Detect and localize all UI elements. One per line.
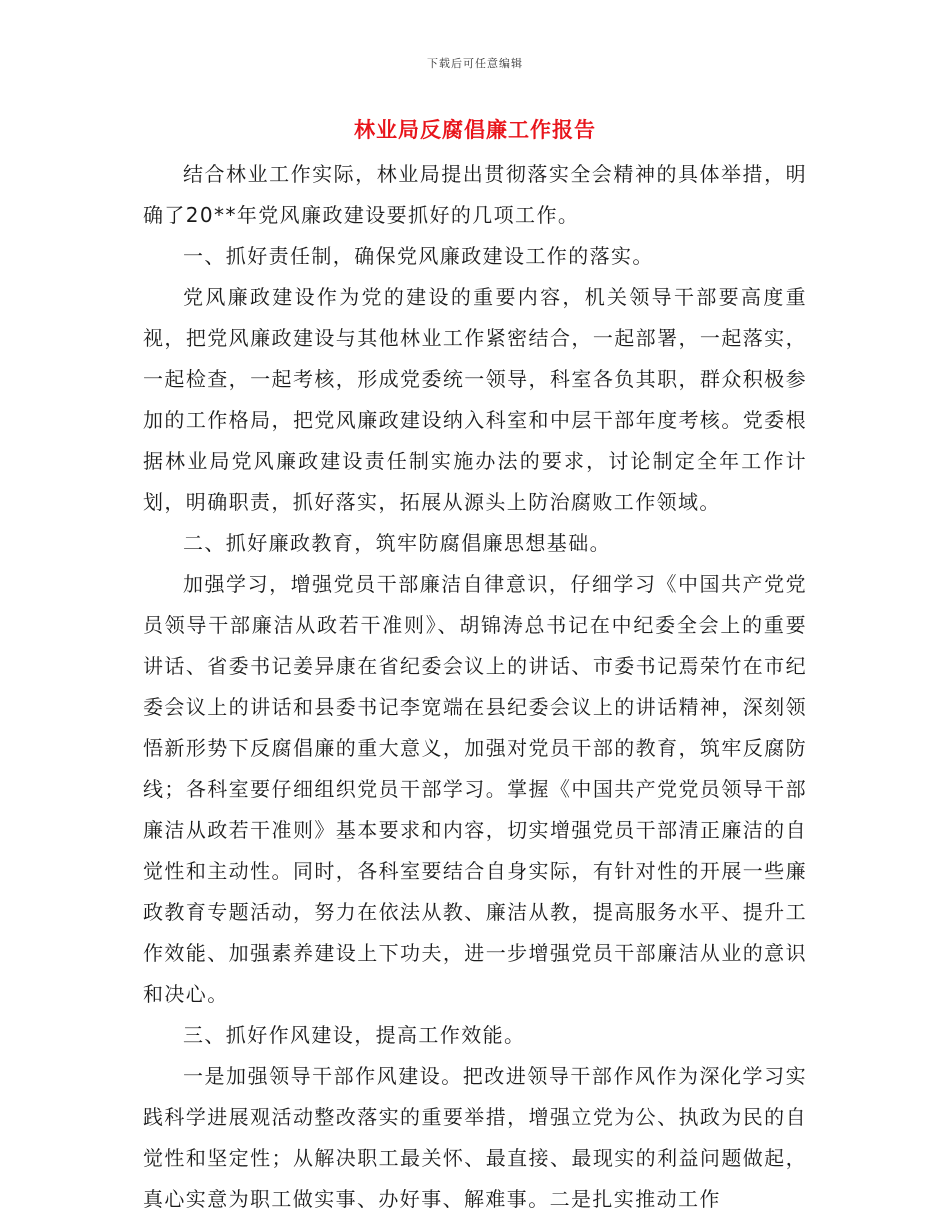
paragraph-responsibility: 党风廉政建设作为党的建设的重要内容，机关领导干部要高度重视，把党风廉政建设与其他林业工作紧密结合，一起部署，一起落实，一起检查，一起考核，形成党委统一领导，科室各负其职，群众积极参加的工作格局，把党风廉政建设纳入科室和中层干部年度考核。党委根据林业局党风廉政建设责任制实施办法的要求，讨论制定全年工作计划，明确职责，抓好落实，拓展从源头上防治腐败工作领域。	[143, 285, 807, 514]
paragraph-education: 加强学习，增强党员干部廉洁自律意识，仔细学习《中国共产党党员领导干部廉洁从政若干准则》、胡锦涛总书记在中纪委全会上的重要讲话、省委书记姜异康在省纪委会议上的讲话、市委书记焉荣竹在市纪委会议上的讲话和县委书记李宽端在县纪委会议上的讲话精神，深刻领悟新形势下反腐倡廉的重大意义，加强对党员干部的教育，筑牢反腐防线；各科室要仔细组织党员干部学习。掌握《中国共产党党员领导干部廉洁从政若干准则》基本要求和内容，切实增强党员干部清正廉洁的自觉性和主动性。同时，各科室要结合自身实际，有针对性的开展一些廉政教育专题活动，努力在依法从教、廉洁从教，提高服务水平、提升工作效能、加强素养建设上下功夫，进一步增强党员干部廉洁从业的意识和决心。	[143, 572, 807, 1006]
document-title: 林业局反腐倡廉工作报告	[354, 118, 596, 142]
section-heading-1: 一、抓好责任制，确保党风廉政建设工作的落实。	[183, 244, 654, 268]
paragraph-intro: 结合林业工作实际，林业局提出贯彻落实全会精神的具体举措，明确了20**年党风廉政建设要抓好的几项工作。	[143, 162, 807, 227]
paragraph-work-style: 一是加强领导干部作风建设。把改进领导干部作风作为深化学习实践科学进展观活动整改落实的重要举措，增强立党为公、执政为民的自觉性和坚定性；从解决职工最关怀、最直接、最现实的利益问题做起，真心实意为职工做实事、办好事、解难事。二是扎实推动工作	[143, 1064, 807, 1211]
section-heading-2: 二、抓好廉政教育，筑牢防腐倡廉思想基础。	[183, 531, 611, 555]
document-body	[143, 154, 807, 1220]
section-heading-3: 三、抓好作风建设，提高工作效能。	[183, 1023, 526, 1047]
header-note: 下载后可任意编辑	[427, 57, 523, 70]
